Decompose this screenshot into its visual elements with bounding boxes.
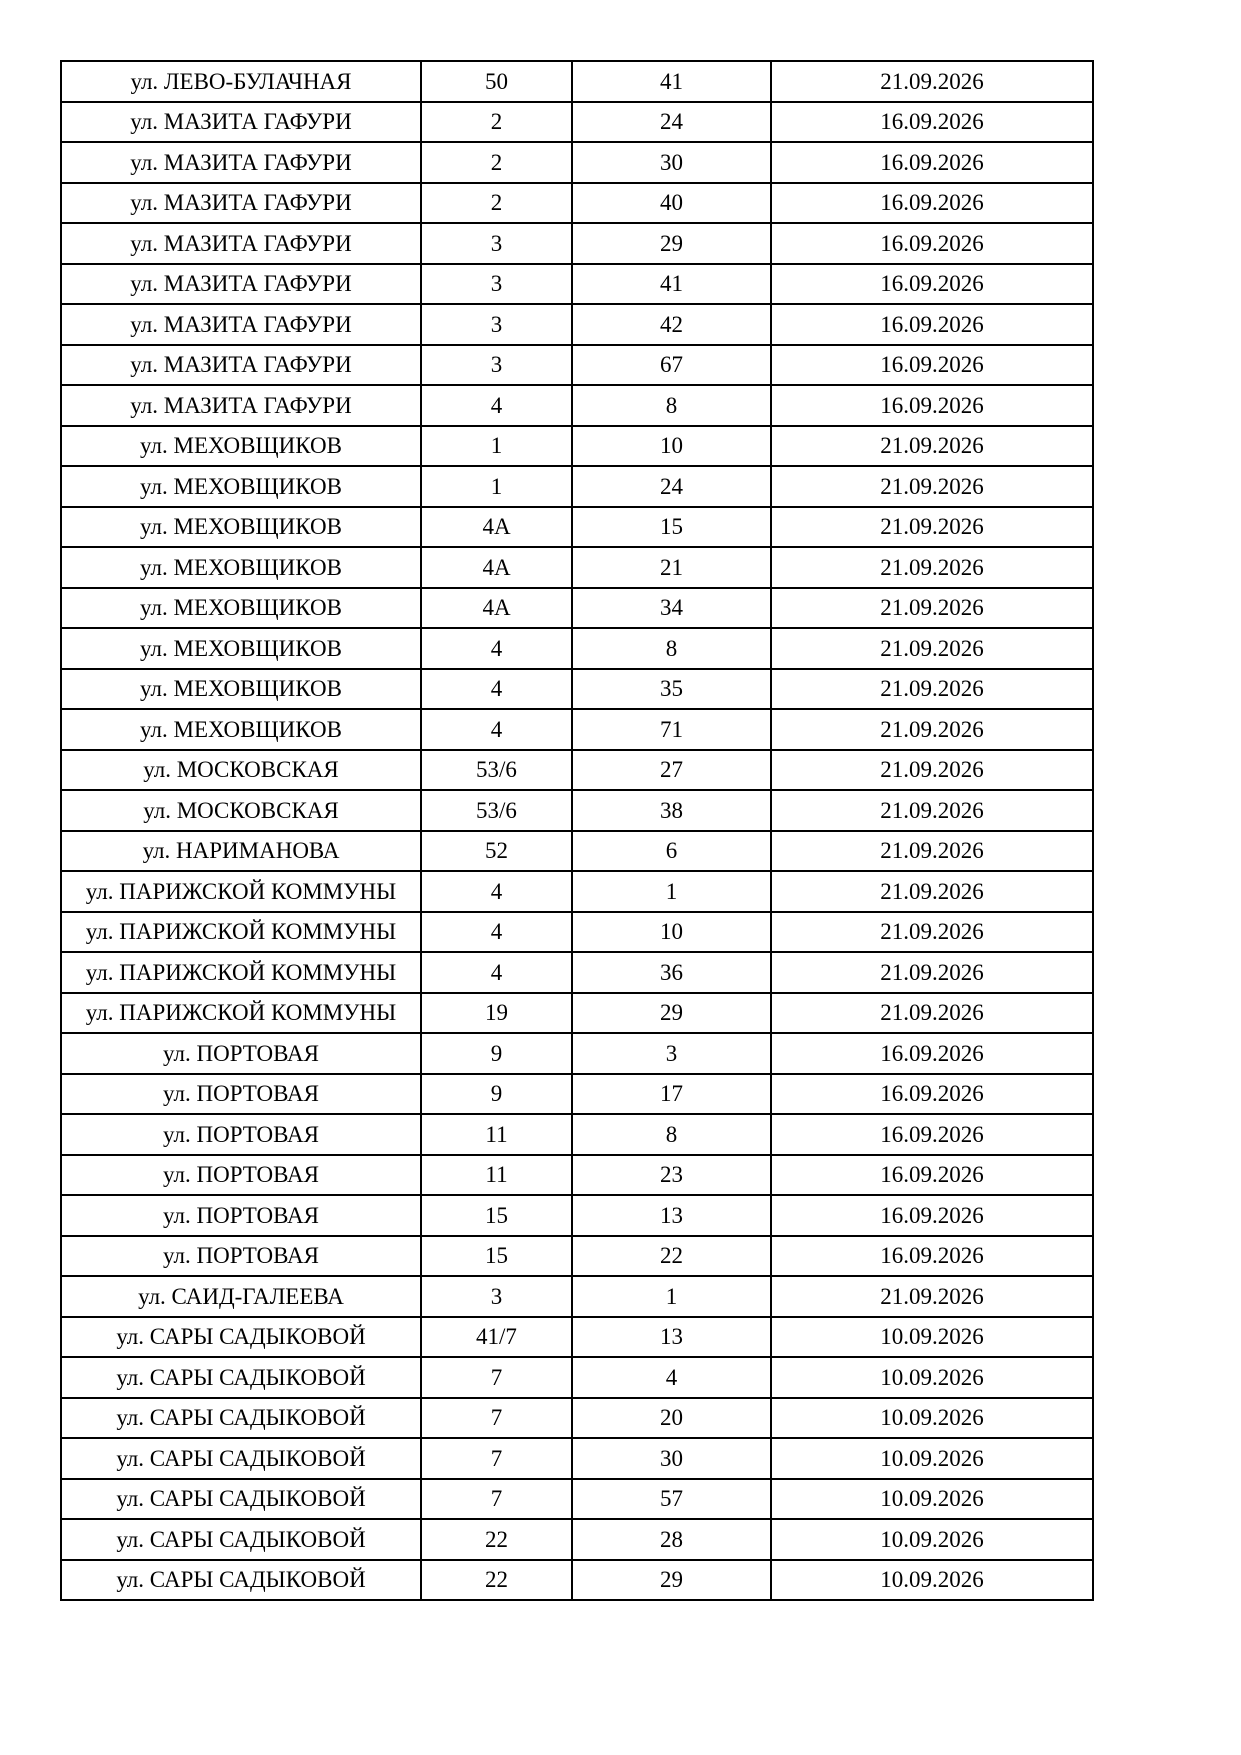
street-cell: ул. САРЫ САДЫКОВОЙ [61,1519,421,1560]
house-number-cell: 1 [421,466,572,507]
date-cell: 16.09.2026 [771,142,1093,183]
street-cell: ул. ПОРТОВАЯ [61,1155,421,1196]
apartment-number-cell: 15 [572,507,771,548]
house-number-cell: 4 [421,952,572,993]
apartment-number-cell: 1 [572,871,771,912]
date-cell: 16.09.2026 [771,223,1093,264]
house-number-cell: 3 [421,304,572,345]
table-row [61,1276,1093,1317]
street-cell: ул. ПОРТОВАЯ [61,1195,421,1236]
table-row [61,1398,1093,1439]
apartment-number-cell: 40 [572,183,771,224]
apartment-number-cell: 1 [572,1276,771,1317]
apartment-number-cell: 30 [572,142,771,183]
street-cell: ул. МАЗИТА ГАФУРИ [61,183,421,224]
street-cell: ул. МОСКОВСКАЯ [61,790,421,831]
apartment-number-cell: 10 [572,426,771,467]
date-cell: 21.09.2026 [771,1276,1093,1317]
house-number-cell: 53/6 [421,790,572,831]
table-row [61,912,1093,953]
date-cell: 21.09.2026 [771,993,1093,1034]
table-row [61,183,1093,224]
apartment-number-cell: 67 [572,345,771,386]
table-row [61,466,1093,507]
apartment-number-cell: 35 [572,669,771,710]
apartment-number-cell: 8 [572,385,771,426]
table-row [61,1438,1093,1479]
date-cell: 10.09.2026 [771,1317,1093,1358]
table-row [61,588,1093,629]
house-number-cell: 2 [421,142,572,183]
street-cell: ул. МЕХОВЩИКОВ [61,426,421,467]
house-number-cell: 11 [421,1155,572,1196]
table-row [61,831,1093,872]
house-number-cell: 4 [421,385,572,426]
date-cell: 21.09.2026 [771,952,1093,993]
house-number-cell: 53/6 [421,750,572,791]
house-number-cell: 4 [421,669,572,710]
street-cell: ул. МЕХОВЩИКОВ [61,709,421,750]
house-number-cell: 2 [421,102,572,143]
apartment-number-cell: 17 [572,1074,771,1115]
street-cell: ул. САРЫ САДЫКОВОЙ [61,1479,421,1520]
date-cell: 21.09.2026 [771,669,1093,710]
date-cell: 10.09.2026 [771,1357,1093,1398]
date-cell: 21.09.2026 [771,507,1093,548]
date-cell: 21.09.2026 [771,628,1093,669]
date-cell: 16.09.2026 [771,1236,1093,1277]
table-row [61,142,1093,183]
apartment-number-cell: 71 [572,709,771,750]
date-cell: 16.09.2026 [771,1195,1093,1236]
date-cell: 21.09.2026 [771,426,1093,467]
apartment-number-cell: 57 [572,1479,771,1520]
street-cell: ул. МАЗИТА ГАФУРИ [61,142,421,183]
street-cell: ул. ПАРИЖСКОЙ КОММУНЫ [61,912,421,953]
street-cell: ул. МАЗИТА ГАФУРИ [61,102,421,143]
apartment-number-cell: 8 [572,1114,771,1155]
table-row [61,304,1093,345]
apartment-number-cell: 38 [572,790,771,831]
street-cell: ул. МАЗИТА ГАФУРИ [61,223,421,264]
house-number-cell: 15 [421,1195,572,1236]
apartment-number-cell: 28 [572,1519,771,1560]
table-row [61,1519,1093,1560]
table-row [61,1479,1093,1520]
street-cell: ул. МЕХОВЩИКОВ [61,547,421,588]
table-row [61,790,1093,831]
date-cell: 16.09.2026 [771,264,1093,305]
street-cell: ул. САРЫ САДЫКОВОЙ [61,1438,421,1479]
date-cell: 16.09.2026 [771,304,1093,345]
apartment-number-cell: 42 [572,304,771,345]
apartment-number-cell: 27 [572,750,771,791]
date-cell: 10.09.2026 [771,1560,1093,1601]
street-cell: ул. ПОРТОВАЯ [61,1074,421,1115]
street-cell: ул. ПОРТОВАЯ [61,1114,421,1155]
apartment-number-cell: 34 [572,588,771,629]
street-cell: ул. МАЗИТА ГАФУРИ [61,304,421,345]
street-cell: ул. САРЫ САДЫКОВОЙ [61,1560,421,1601]
street-cell: ул. САИД-ГАЛЕЕВА [61,1276,421,1317]
house-number-cell: 7 [421,1398,572,1439]
house-number-cell: 4 [421,912,572,953]
table-row [61,1357,1093,1398]
apartment-number-cell: 41 [572,61,771,102]
table-row [61,61,1093,102]
table-row [61,709,1093,750]
apartment-number-cell: 30 [572,1438,771,1479]
date-cell: 21.09.2026 [771,588,1093,629]
date-cell: 10.09.2026 [771,1398,1093,1439]
apartment-number-cell: 8 [572,628,771,669]
apartment-number-cell: 6 [572,831,771,872]
apartment-number-cell: 29 [572,223,771,264]
house-number-cell: 7 [421,1357,572,1398]
date-cell: 16.09.2026 [771,102,1093,143]
street-cell: ул. МАЗИТА ГАФУРИ [61,385,421,426]
house-number-cell: 7 [421,1438,572,1479]
house-number-cell: 4А [421,547,572,588]
date-cell: 16.09.2026 [771,1033,1093,1074]
date-cell: 21.09.2026 [771,547,1093,588]
house-number-cell: 22 [421,1560,572,1601]
table-row [61,669,1093,710]
house-number-cell: 3 [421,223,572,264]
street-cell: ул. ПОРТОВАЯ [61,1236,421,1277]
apartment-number-cell: 3 [572,1033,771,1074]
date-cell: 16.09.2026 [771,1114,1093,1155]
apartment-number-cell: 13 [572,1317,771,1358]
table-row [61,1195,1093,1236]
table-row [61,1236,1093,1277]
street-cell: ул. САРЫ САДЫКОВОЙ [61,1317,421,1358]
street-cell: ул. САРЫ САДЫКОВОЙ [61,1398,421,1439]
house-number-cell: 11 [421,1114,572,1155]
house-number-cell: 22 [421,1519,572,1560]
street-cell: ул. ЛЕВО-БУЛАЧНАЯ [61,61,421,102]
street-cell: ул. МОСКОВСКАЯ [61,750,421,791]
apartment-number-cell: 36 [572,952,771,993]
table-row [61,1074,1093,1115]
apartment-number-cell: 10 [572,912,771,953]
date-cell: 21.09.2026 [771,790,1093,831]
street-cell: ул. НАРИМАНОВА [61,831,421,872]
street-cell: ул. МЕХОВЩИКОВ [61,588,421,629]
house-number-cell: 7 [421,1479,572,1520]
street-cell: ул. МЕХОВЩИКОВ [61,466,421,507]
date-cell: 21.09.2026 [771,912,1093,953]
house-number-cell: 4 [421,871,572,912]
table-row [61,1033,1093,1074]
house-number-cell: 52 [421,831,572,872]
table-row [61,871,1093,912]
street-cell: ул. ПАРИЖСКОЙ КОММУНЫ [61,993,421,1034]
table-body [61,61,1093,1600]
date-cell: 21.09.2026 [771,466,1093,507]
table-row [61,547,1093,588]
street-cell: ул. МЕХОВЩИКОВ [61,628,421,669]
date-cell: 21.09.2026 [771,831,1093,872]
street-cell: ул. ПАРИЖСКОЙ КОММУНЫ [61,871,421,912]
house-number-cell: 4А [421,507,572,548]
table-row [61,1114,1093,1155]
apartment-number-cell: 24 [572,466,771,507]
street-cell: ул. МАЗИТА ГАФУРИ [61,264,421,305]
table-row [61,426,1093,467]
house-number-cell: 4 [421,709,572,750]
table-row [61,102,1093,143]
table-row [61,345,1093,386]
table-row [61,993,1093,1034]
apartment-number-cell: 22 [572,1236,771,1277]
street-cell: ул. МАЗИТА ГАФУРИ [61,345,421,386]
house-number-cell: 3 [421,264,572,305]
table-row [61,952,1093,993]
table-row [61,264,1093,305]
apartment-number-cell: 41 [572,264,771,305]
apartment-number-cell: 24 [572,102,771,143]
table-row [61,1560,1093,1601]
house-number-cell: 15 [421,1236,572,1277]
date-cell: 10.09.2026 [771,1479,1093,1520]
house-number-cell: 4А [421,588,572,629]
date-cell: 16.09.2026 [771,385,1093,426]
date-cell: 21.09.2026 [771,750,1093,791]
table-row [61,385,1093,426]
date-cell: 21.09.2026 [771,61,1093,102]
street-cell: ул. САРЫ САДЫКОВОЙ [61,1357,421,1398]
house-number-cell: 9 [421,1033,572,1074]
apartment-number-cell: 4 [572,1357,771,1398]
street-cell: ул. ПОРТОВАЯ [61,1033,421,1074]
street-cell: ул. ПАРИЖСКОЙ КОММУНЫ [61,952,421,993]
date-cell: 21.09.2026 [771,709,1093,750]
house-number-cell: 19 [421,993,572,1034]
table-row [61,628,1093,669]
table-row [61,1155,1093,1196]
date-cell: 16.09.2026 [771,1074,1093,1115]
apartment-number-cell: 29 [572,993,771,1034]
house-number-cell: 4 [421,628,572,669]
address-schedule-table [60,60,1094,1601]
apartment-number-cell: 23 [572,1155,771,1196]
house-number-cell: 9 [421,1074,572,1115]
date-cell: 10.09.2026 [771,1519,1093,1560]
house-number-cell: 3 [421,1276,572,1317]
table-row [61,1317,1093,1358]
street-cell: ул. МЕХОВЩИКОВ [61,507,421,548]
apartment-number-cell: 29 [572,1560,771,1601]
table-row [61,507,1093,548]
table-row [61,750,1093,791]
house-number-cell: 2 [421,183,572,224]
house-number-cell: 41/7 [421,1317,572,1358]
apartment-number-cell: 13 [572,1195,771,1236]
house-number-cell: 3 [421,345,572,386]
date-cell: 16.09.2026 [771,345,1093,386]
date-cell: 21.09.2026 [771,871,1093,912]
apartment-number-cell: 20 [572,1398,771,1439]
street-cell: ул. МЕХОВЩИКОВ [61,669,421,710]
house-number-cell: 1 [421,426,572,467]
date-cell: 10.09.2026 [771,1438,1093,1479]
house-number-cell: 50 [421,61,572,102]
apartment-number-cell: 21 [572,547,771,588]
table-row [61,223,1093,264]
date-cell: 16.09.2026 [771,183,1093,224]
date-cell: 16.09.2026 [771,1155,1093,1196]
